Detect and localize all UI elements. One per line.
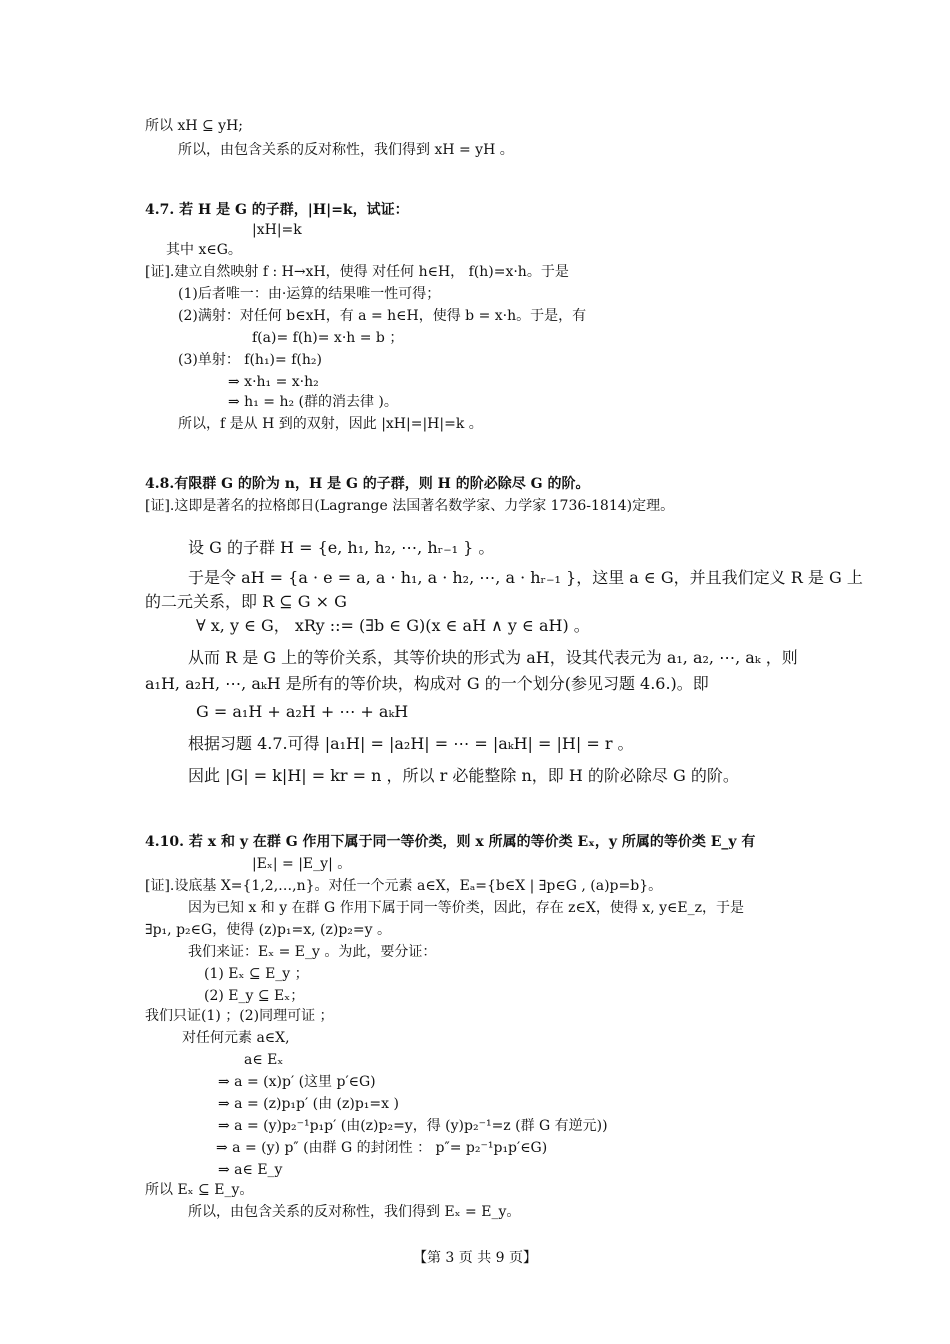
derivation-step: ⇒ a = (y)p₂⁻¹p₁p′ (由(z)p₂=y，得 (y)p₂⁻¹=z (群 G 有逆元)) [218,1118,608,1134]
proof-line: [证].设底基 X={1,2,…,n}。对任一个元素 a∈X，Eₐ={b∈X | ∃p∈G , (a)p=b}。 [145,878,663,894]
text-line: 我们只证(1) ；(2)同理可证 ； [145,1008,334,1024]
text-line: 所以，由包含关系的反对称性，我们得到 Eₓ = E_y。 [188,1204,521,1220]
text-line: a∈ Eₓ [244,1052,284,1068]
text-line: 所以，f 是从 H 到的双射，因此 |xH|=|H|=k 。 [178,416,483,432]
text-line: 对任何元素 a∈X, [182,1030,290,1046]
text-line: 其中 x∈G。 [166,242,242,258]
derivation-step: ⇒ a = (y) p″ (由群 G 的封闭性 ： p″= p₂⁻¹p₁p′∈G) [216,1140,548,1156]
text-line: 于是令 aH = {a · e = a, a · h₁, a · h₂, ⋯, a · hᵣ₋₁ }，这里 a ∈ G，并且我们定义 R 是 G 上 [188,568,863,587]
problem-heading: 4.7. 若 H 是 G 的子群，|H|=k，试证： [145,202,409,218]
page-footer: 【第 3 页 共 9 页】 [412,1250,538,1266]
text-line: ⇒ h₁ = h₂ (群的消去律 )。 [228,394,398,410]
text-line: ⇒ x·h₁ = x·h₂ [228,374,319,390]
text-line: f(a)= f(h)= x·h = b ； [252,330,404,346]
text-line: a₁H, a₂H, ⋯, aₖH 是所有的等价块，构成对 G 的一个划分(参见习题 4.6.)。即 [145,674,709,693]
text-line: 根据习题 4.7.可得 |a₁H| = |a₂H| = ⋯ = |aₖH| = |H| = r 。 [188,734,634,753]
problem-heading: 4.8.有限群 G 的阶为 n，H 是 G 的子群，则 H 的阶必除尽 G 的阶。 [145,476,590,492]
problem-heading: 4.10. 若 x 和 y 在群 G 作用下属于同一等价类，则 x 所属的等价类 Eₓ，y 所属的等价类 E_y 有 [145,834,756,850]
text-line: 因为已知 x 和 y 在群 G 作用下属于同一等价类，因此，存在 z∈X，使得 x, y∈E_z，于是 [188,900,744,916]
text-line: 所以，由包含关系的反对称性，我们得到 xH = yH 。 [178,142,514,158]
text-line: (1)后者唯一：由·运算的结果唯一性可得； [178,286,441,302]
derivation-step: ⇒ a∈ E_y [218,1162,283,1178]
proof-line: [证].建立自然映射 f : H→xH，使得 对任何 h∈H， f(h)=x·h。于是 [145,264,569,280]
text-line: ∀ x, y ∈ G， xRy ::= (∃b ∈ G)(x ∈ aH ∧ y ∈ aH) 。 [196,616,590,635]
derivation-step: ⇒ a = (z)p₁p′ (由 (z)p₁=x ) [218,1096,399,1112]
text-line: (3)单射： f(h₁)= f(h₂) [178,352,322,368]
text-line: |Eₓ| = |E_y| 。 [252,856,352,872]
equation: G = a₁H + a₂H + ⋯ + aₖH [196,702,409,721]
text-line: ∃p₁, p₂∈G，使得 (z)p₁=x, (z)p₂=y 。 [145,922,392,938]
text-line: (1) Eₓ ⊆ E_y ； [204,966,309,982]
derivation-step: ⇒ a = (x)p′ (这里 p′∈G) [218,1074,376,1090]
text-line: (2) E_y ⊆ Eₓ； [204,988,305,1004]
text-line: 所以 xH ⊆ yH; [145,118,244,134]
text-line: |xH|=k [252,222,302,238]
text-line: 设 G 的子群 H = {e, h₁, h₂, ⋯, hᵣ₋₁ } 。 [188,538,495,557]
text-line: 从而 R 是 G 上的等价关系，其等价块的形式为 aH，设其代表元为 a₁, a₂, ⋯, aₖ ，则 [188,648,798,667]
text-line: 的二元关系，即 R ⊆ G × G [145,592,347,611]
proof-line: [证].这即是著名的拉格郎日(Lagrange 法国著名数学家、力学家 1736-1814)定理。 [145,498,675,514]
text-line: (2)满射：对任何 b∈xH，有 a = h∈H，使得 b = x·h。于是，有 [178,308,587,324]
text-line: 我们来证：Eₓ = E_y 。为此，要分证： [188,944,437,960]
text-line: 所以 Eₓ ⊆ E_y。 [145,1182,254,1198]
text-line: 因此 |G| = k|H| = kr = n ，所以 r 必能整除 n，即 H 的阶必除尽 G 的阶。 [188,766,739,785]
